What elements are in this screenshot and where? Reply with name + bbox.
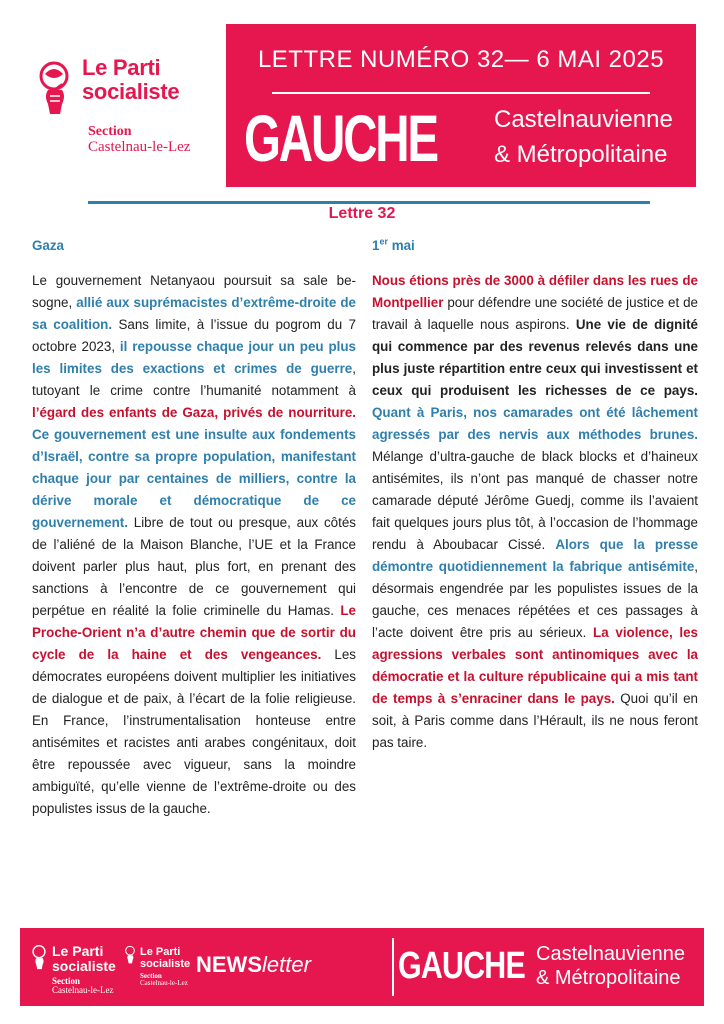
party-name: [82, 56, 179, 104]
article-1er-mai: [372, 236, 698, 754]
article-heading: Gaza: [32, 238, 65, 253]
footer-logo2-name2: socialiste: [140, 958, 191, 970]
footer-divider: [392, 938, 394, 996]
footer-logo2-place: Castelnau-le-Lez: [140, 979, 188, 987]
newsletter-italic: letter: [262, 952, 311, 977]
text-segment-plain: Le gouvernement Netanyaou poursuit sa sale besogne,: [32, 273, 356, 310]
masthead-divider: [272, 92, 650, 94]
text-segment-plain: Mélange d’ultra-gauche de black blocks et d’haineux antisémites, ils n’ont pas manqué de chasser notre camarade député Jérôme Guedj, comme ils l’avaient fait quelques jours plus tôt, à l’occasion de l’hommage rendu à Aboubacar Cissé.: [372, 449, 698, 552]
text-segment-blue: allié aux suprémacistes d’extrême-droite de sa coalition.: [32, 295, 356, 332]
text-segment-blue: Ce gouvernement est une insulte aux fondements d’Israël, contre sa propre population, manifestant chaque jour par centaines de milliers, contre la dérive morale et démocratique de ce gouvernement.: [32, 427, 356, 530]
heading-number: 1: [372, 238, 380, 253]
newsletter-bold: NEWS: [196, 952, 262, 977]
heading-text: mai: [387, 238, 415, 253]
footer-logo1-name1: Le Parti: [52, 943, 104, 959]
footer-logo1-place: Castelnau-le-Lez: [52, 985, 114, 995]
party-name-line1: Le Parti: [82, 55, 161, 80]
article-body: [32, 270, 356, 820]
text-segment-red: La violence, les agressions verbales sont antinomiques avec la démocratie et la culture républicaine qui a mis tant de temps à s’enraciner dans le pays.: [372, 625, 698, 706]
footer-logo1-name2: socialiste: [52, 958, 116, 974]
footer-masthead-title: GAUCHE: [398, 945, 525, 987]
masthead-subtitle-line2: & Métropolitaine: [494, 141, 668, 168]
party-logo: [30, 56, 220, 166]
text-segment-plain: Libre de tout ou presque, aux côtés de l’aliéné de la Maison Blanche, l’UE et la France doivent parler plus haut, plus fort, en prenant des sanctions à l’encontre de ce gouvernement qui perpétue en réalité la folie criminelle du Hamas.: [32, 515, 356, 618]
article-heading: [372, 236, 698, 256]
heading-superscript: er: [379, 236, 388, 247]
text-segment-plain: Les démocrates européens doivent multiplier les initiatives de dialogue et de paix, à l’écart de la folie religieuse. En France, l’instrumentalisation honteuse entre antisémites et racistes anti arabes congénitaux, doit être repoussée avec vigueur, sans la moindre ambiguïté, qu’elle vienne de l’extrême-droite ou des populistes issus de la gauche.: [32, 647, 356, 816]
masthead: [226, 24, 696, 187]
letter-title: Lettre 32: [328, 205, 396, 222]
issue-number: LETTRE NUMÉRO 32— 6 MAI 2025: [257, 46, 665, 73]
article-body: [372, 270, 698, 754]
footer-masthead-line2: & Métropolitaine: [536, 967, 681, 989]
text-segment-plain: , tutoyant le crime contre l’humanité notamment à: [32, 361, 356, 398]
party-name-line2: socialiste: [82, 79, 180, 104]
text-segment-plain: Quoi qu’il en soit, à Paris comme dans l’Hérault, ils ne nous feront pas taire.: [372, 691, 698, 750]
rose-fist-icon: [122, 944, 138, 968]
section-place: Castelnau-le-Lez: [88, 139, 191, 155]
footer-banner: [20, 928, 704, 1006]
rose-fist-icon: [30, 60, 78, 124]
footer-masthead-line1: Castelnauvienne: [536, 943, 685, 965]
footer-logo2-name1: Le Parti: [140, 946, 181, 958]
article-gaza: [32, 236, 356, 820]
masthead-subtitle-line1: Castelnauvienne: [494, 106, 673, 133]
masthead-title: GAUCHE: [244, 101, 437, 175]
text-segment-blue: il repousse chaque jour un peu plus les limites des exactions et crimes de guerre: [32, 339, 356, 376]
text-segment-red: Nous étions près de 3000 à défiler dans les rues de Montpellier: [372, 273, 698, 310]
title-divider: [88, 201, 650, 204]
footer-party-logo: [28, 944, 120, 1000]
newsletter-label: [196, 952, 311, 978]
text-segment-red: l’égard des enfants de Gaza, privés de nourriture.: [32, 405, 356, 420]
text-segment-plain: pour défendre une société de justice et de travail à laquelle nous aspirons.: [372, 295, 698, 332]
text-segment-bold: Une vie de dignité qui commence par des revenus relevés dans une plus juste répartition entre ceux qui investissent et ceux qui produisent les richesses de ce pays.: [372, 317, 698, 398]
footer-party-logo-small: [122, 944, 206, 1000]
rose-fist-icon: [28, 944, 50, 974]
footer-logo1-section: Section: [52, 976, 80, 986]
text-segment-plain: , désormais engendrée par les populistes issues de la gauche, ces menaces répétées et ces passages à l’acte doivent être pris au sérieux.: [372, 559, 698, 640]
section-label: Section: [88, 124, 132, 139]
text-segment-blue: Alors que la presse démontre quotidiennement la fabrique antisémite: [372, 537, 699, 574]
footer-logo2-section: Section: [140, 972, 162, 980]
text-segment-plain: Sans limite, à l’issue du pogrom du 7 octobre 2023,: [32, 317, 356, 354]
text-segment-blue: Quant à Paris, nos camarades ont été lâchement agressés par des nervis aux méthodes brunes.: [372, 405, 698, 442]
text-segment-red: Le Proche-Orient n’a d’autre chemin que de sortir du cycle de la haine et des vengeances.: [32, 603, 356, 662]
